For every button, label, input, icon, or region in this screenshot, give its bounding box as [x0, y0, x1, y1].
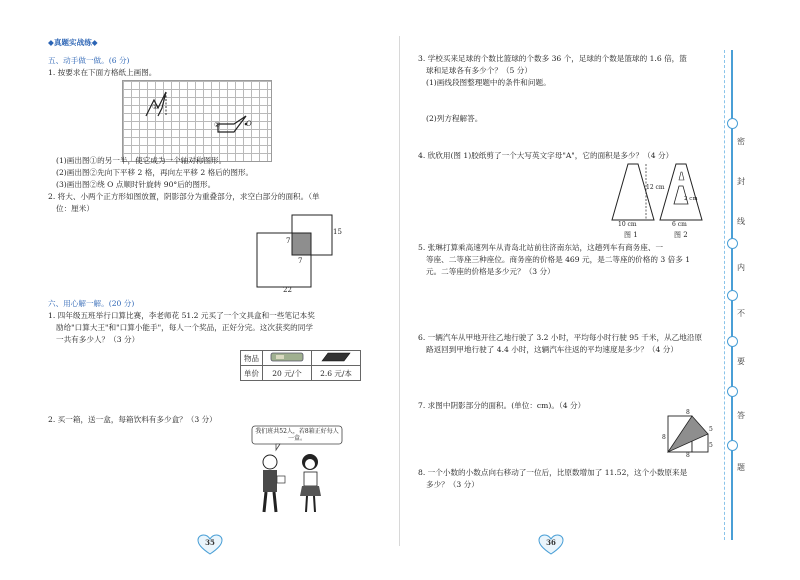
notebook-image	[312, 351, 361, 366]
dim-22: 22	[283, 286, 292, 294]
dim-10cm: 10 cm	[618, 221, 637, 228]
seal-dot	[727, 238, 738, 249]
question-1-part-3: (3)画出图②绕 O 点顺时针旋转 90°后的图形。	[56, 180, 216, 189]
seal-char-3: 线	[737, 217, 745, 226]
page-divider	[399, 36, 400, 546]
shaded-triangles-figure	[664, 410, 714, 458]
seal-dot	[727, 336, 738, 347]
question-6-line-2: 路返回到甲地行驶了 4.4 小时，这辆汽车往返的平均速度是多少？（4 分）	[426, 345, 678, 354]
question-6-1-line-3: 一共有多少人？（3 分）	[56, 335, 140, 344]
question-5-line-3: 元。二等座的价格是多少元？（3 分）	[426, 267, 555, 276]
fig7-dim-8-top: 8	[686, 409, 690, 416]
seal-char-5: 不	[737, 309, 745, 318]
question-4: 4. 欣欣用(图 1)胶纸剪了一个大写英文字母"A"，它的面积是多少？（4 分）	[418, 151, 674, 160]
figure-label-2: ②	[214, 121, 221, 129]
question-1-part-1: (1)画出图①的另一半，使它成为一个轴对称图形。	[56, 156, 227, 165]
figure-label-1: ①	[152, 103, 159, 111]
dim-6cm: 6 cm	[672, 221, 687, 228]
question-3-part-2: (2)列方程解答。	[426, 114, 483, 123]
price-notebook: 2.6 元/本	[312, 366, 361, 381]
seal-dot	[727, 386, 738, 397]
section-5-title: 五、动手做一做。(6 分)	[48, 56, 130, 65]
question-5-line-1: 5. 张琳打算乘高速列车从青岛北站前往济南东站，这趟列车有商务座、一	[418, 243, 664, 252]
dim-15: 15	[333, 228, 342, 236]
figure-caption-1: 图 1	[624, 231, 638, 239]
question-3-line-1: 3. 学校买来足球的个数比篮球的个数多 36 个，足球的个数是篮球的 1.6 倍，篮	[418, 54, 687, 63]
question-6-1-line-1: 1. 四年级五班举行口算比赛，李老师花 51.2 元买了一个文具盒和一些笔记本奖	[48, 311, 315, 320]
question-2-line-2: 位：厘米）	[56, 204, 94, 213]
table-row1-label: 物品	[241, 351, 263, 366]
point-o-label: O	[246, 120, 252, 128]
question-3-part-1: (1)画线段图整理题中的条件和问题。	[426, 78, 551, 87]
section-tag: ◆真题实战练◆	[48, 38, 98, 47]
speech-bubble-text: 我们班共52人，若8箱正好每人一盒。	[255, 428, 339, 442]
figure-caption-2: 图 2	[674, 231, 688, 239]
question-1-part-2: (2)画出图②先向下平移 2 格，再向左平移 2 格后的图形。	[56, 168, 254, 177]
pencil-case-image	[263, 351, 312, 366]
fig7-dim-8-left: 8	[662, 434, 666, 441]
seal-char-2: 封	[737, 177, 745, 186]
dim-7-left: 7	[286, 237, 291, 245]
letter-a-figures	[604, 160, 714, 230]
page-number-left: 35	[205, 538, 215, 547]
dim-2cm: 2 cm	[684, 196, 698, 202]
question-6-2: 2. 买一箱，送一盒，每箱饮料有多少盒？（3 分）	[48, 415, 217, 424]
question-7: 7. 求图中阴影部分的面积。(单位：cm)。（4 分）	[418, 401, 586, 410]
question-8-line-2: 多少？（3 分）	[426, 480, 479, 489]
fig7-dim-5-right: 5	[709, 442, 713, 449]
section-6-title: 六、用心解一解。(20 分)	[48, 299, 135, 308]
seal-char-7: 答	[737, 411, 745, 420]
question-8-line-1: 8. 一个小数的小数点向右移动了一位后，比原数增加了 11.52，这个小数原来是	[418, 468, 688, 477]
fig7-dim-5-top: 5	[709, 426, 713, 433]
table-row2-label: 单价	[241, 366, 263, 381]
seal-char-4: 内	[737, 263, 745, 272]
squares-figure	[250, 210, 340, 290]
seal-char-8: 题	[737, 463, 745, 472]
seal-char-1: 密	[737, 137, 745, 146]
seal-char-6: 要	[737, 357, 745, 366]
dim-12cm: 12 cm	[646, 184, 665, 191]
page-number-right: 36	[546, 538, 556, 547]
question-3-line-2: 球和足球各有多少个？（5 分）	[426, 66, 532, 75]
question-6-1-line-2: 励给"口算大王"和"口算小能手"，每人一个奖品，正好分完。这次获奖的同学	[56, 323, 313, 332]
question-1: 1. 按要求在下面方格纸上画图。	[48, 68, 157, 77]
fig7-dim-8-bottom: 8	[686, 452, 690, 459]
question-6-line-1: 6. 一辆汽车从甲地开往乙地行驶了 3.2 小时，平均每小时行驶 95 千米，从乙地沿原	[418, 333, 703, 342]
seal-dotted-line	[724, 50, 725, 540]
seal-dot	[727, 290, 738, 301]
question-2-line-1: 2. 将大、小两个正方形如图放置，阴影部分为重叠部分，求空白部分的面积。（单	[48, 192, 320, 201]
dim-7-bottom: 7	[298, 257, 303, 265]
price-table	[240, 350, 361, 381]
seal-dot	[727, 440, 738, 451]
seal-dot	[727, 118, 738, 129]
price-pencil-case: 20 元/个	[263, 366, 312, 381]
question-5-line-2: 等座、二等座三种座位。商务座的价格是 469 元，是二等座的价格的 3 倍多 1	[426, 255, 691, 264]
